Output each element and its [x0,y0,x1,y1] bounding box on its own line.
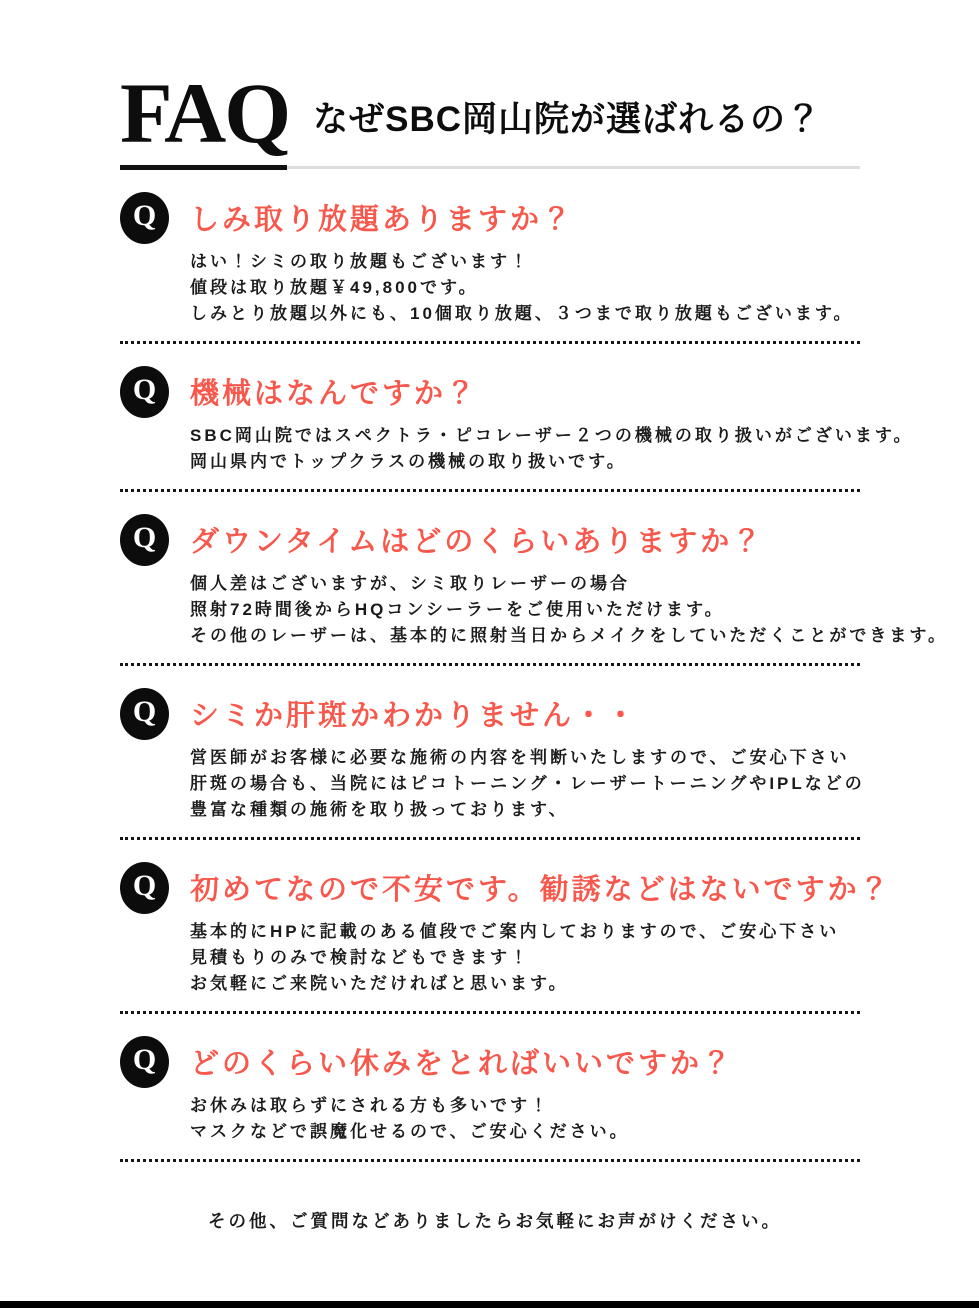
q-icon: Q [120,514,169,566]
answer-line: お休みは取らずにされる方も多いです！ [190,1095,550,1115]
answer-line: 基本的にHPに記載のある値段でご案内しておりますので、ご安心下さい [190,921,840,941]
faq-answer [190,571,979,649]
dotted-divider [120,489,860,492]
q-icon: Q [120,366,169,418]
faq-answer [190,919,979,997]
answer-line: お気軽にご来院いただければと思います。 [190,973,569,993]
header-rule [120,165,860,170]
faq-item [120,192,979,344]
faq-answer [190,1093,979,1145]
answer-line: 豊富な種類の施術を取り扱っております、 [190,799,569,819]
faq-question: ダウンタイムはどのくらいありますか？ [190,526,765,559]
answer-line: 個人差はございますが、シミ取りレーザーの場合 [190,573,630,593]
header-rule-dark-segment [120,165,287,170]
faq-item [120,1036,979,1162]
faq-question-row [120,1036,979,1088]
faq-item [120,862,979,1014]
dotted-divider [120,341,860,344]
faq-question: 機械はなんですか？ [190,378,479,411]
header-rule-light-segment [287,166,860,169]
faq-item [120,366,979,492]
faq-answer [190,249,979,327]
dotted-divider [120,1011,860,1014]
footer-note: その他、ご質問などありましたらお気軽にお声がけください。 [208,1210,782,1231]
page-header [120,65,979,170]
faq-question: しみ取り放題ありますか？ [190,204,575,237]
faq-answer [190,423,979,475]
bottom-black-bar [0,1301,979,1308]
answer-line: はい！シミの取り放題もございます！ [190,251,530,271]
faq-question: どのくらい休みをとればいいですか？ [190,1048,735,1081]
header-row [120,65,979,161]
answer-line: 照射72時間後からHQコンシーラーをご使用いただけます。 [190,599,725,619]
faq-question-row [120,514,979,566]
faq-item [120,688,979,840]
q-icon: Q [120,688,169,740]
faq-question-row [120,192,979,244]
answer-line: SBC岡山院ではスペクトラ・ピコレーザー２つの機械の取り扱いがございます。 [190,425,914,445]
faq-logo: FAQ [120,65,290,161]
faq-answer [190,745,979,823]
faq-question-row [120,688,979,740]
answer-line: 岡山県内でトップクラスの機械の取り扱いです。 [190,451,627,471]
dotted-divider [120,1159,860,1162]
answer-line: しみとり放題以外にも、10個取り放題、３つまで取り放題もございます。 [190,303,854,323]
q-icon: Q [120,862,169,914]
faq-question-row [120,366,979,418]
answer-line: その他のレーザーは、基本的に照射当日からメイクをしていただくことができます。 [190,625,948,645]
dotted-divider [120,837,860,840]
page-title: なぜSBC岡山院が選ばれるの？ [313,99,823,139]
answer-line: 見積もりのみで検討などもできます！ [190,947,530,967]
answer-line: 営医師がお客様に必要な施術の内容を判断いたしますので、ご安心下さい [190,747,850,767]
faq-question: シミか肝斑かわかりません・・ [190,700,639,733]
dotted-divider [120,663,860,666]
answer-line: マスクなどで誤魔化せるので、ご安心ください。 [190,1121,630,1141]
answer-line: 肝斑の場合も、当院にはピコトーニング・レーザートーニングやIPLなどの [190,773,865,793]
answer-line: 値段は取り放題￥49,800です。 [190,277,479,297]
faq-question-row [120,862,979,914]
faq-item [120,514,979,666]
faq-question: 初めてなので不安です。勧誘などはないですか？ [190,874,892,907]
q-icon: Q [120,1036,169,1088]
q-icon: Q [120,192,169,244]
